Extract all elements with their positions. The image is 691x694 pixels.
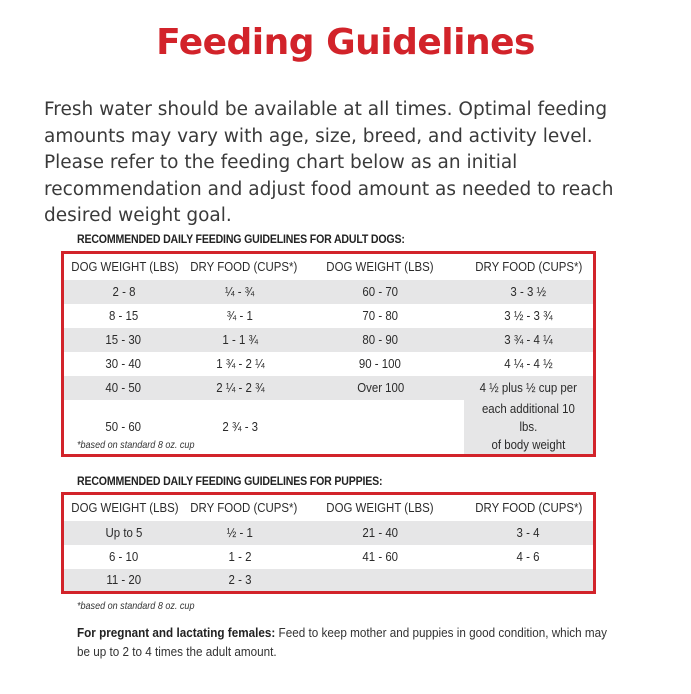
cell: 90 - 100 [359,356,402,371]
cell: 70 - 80 [362,308,399,323]
header-dog-weight: DOG WEIGHT (LBS) [297,494,464,521]
cell: 2 - 8 [63,280,184,304]
cell: 60 - 70 [297,280,464,304]
table-row [63,328,595,352]
table-row [63,569,595,593]
cell: 3 ¾ - 4 ¼ [464,328,595,352]
table-row [63,352,595,376]
table-row [63,545,595,569]
cell [464,569,595,593]
puppy-header-row [63,494,595,521]
header-dog-weight: DOG WEIGHT (LBS) [297,253,464,280]
cell: 3 - 3 ½ [464,280,595,304]
adult-header-row [63,253,595,280]
cell: 3 ½ - 3 ¾ [504,308,553,323]
pregnant-note [77,623,617,661]
cell: 2 ¼ - 2 ¾ [183,376,297,400]
adult-footnote: *based on standard 8 oz. cup [77,439,195,451]
cell: 4 ¼ - 4 ½ [504,356,553,371]
cell: 2 ¾ - 3 [222,419,258,434]
puppy-table-heading: RECOMMENDED DAILY FEEDING GUIDELINES FOR PUPPIES: [77,474,383,488]
cell: 30 - 40 [105,356,142,371]
cell: 3 - 4 [464,521,595,545]
header-dry-food: DRY FOOD (CUPS*) [183,253,297,280]
cell: ½ - 1 [183,521,297,545]
cell [297,400,464,456]
cell: 1 - 2 [228,549,252,564]
cell-multiline: each additional 10 lbs. of body weight [464,400,595,456]
pregnant-note-label: For pregnant and lactating females: [77,625,276,640]
adult-table-heading: RECOMMENDED DAILY FEEDING GUIDELINES FOR ADULT DOGS: [77,232,405,246]
cell: ¾ - 1 [226,308,254,323]
puppy-feeding-table [61,492,596,594]
cell: ¼ - ¾ [183,280,297,304]
header-dry-food: DRY FOOD (CUPS*) [183,494,297,521]
cell: 21 - 40 [297,521,464,545]
cell: 1 - 1 ¾ [183,328,297,352]
pregnant-note-text: Feed to keep mother and puppies in good condition, which may be up to 2 to 4 times the adult amount. [77,625,608,659]
cell: 50 - 60 [105,419,142,434]
cell: 8 - 15 [108,308,139,323]
cell: 40 - 50 [63,376,184,400]
header-dog-weight: DOG WEIGHT (LBS) [63,494,184,521]
header-dry-food: DRY FOOD (CUPS*) [464,494,595,521]
table-row [63,521,595,545]
cell: Over 100 [297,376,464,400]
puppy-footnote: *based on standard 8 oz. cup [77,600,195,612]
intro-paragraph: Fresh water should be available at all times. Optimal feeding amounts may vary with age, size, breed, and activity level. Please refer to the feeding chart below as an initial recommendation and adjust food amount as needed to reach desired weight goal. [44,99,614,226]
cell: 2 - 3 [183,569,297,593]
table-row [63,376,595,400]
cell [297,569,464,593]
table-row [63,304,595,328]
page-title: Feeding Guidelines [156,22,535,63]
header-dry-food: DRY FOOD (CUPS*) [464,253,595,280]
cell: 1 ¾ - 2 ¼ [215,356,265,371]
cell: Up to 5 [63,521,184,545]
cell: 4 - 6 [516,549,540,564]
cell: 4 ½ plus ½ cup per [464,376,595,400]
cell: 11 - 20 [63,569,184,593]
cell: 6 - 10 [108,549,139,564]
cell: 41 - 60 [362,549,399,564]
cell: 80 - 90 [297,328,464,352]
adult-feeding-table [61,251,596,457]
header-dog-weight: DOG WEIGHT (LBS) [63,253,184,280]
table-row [63,280,595,304]
cell: 15 - 30 [63,328,184,352]
